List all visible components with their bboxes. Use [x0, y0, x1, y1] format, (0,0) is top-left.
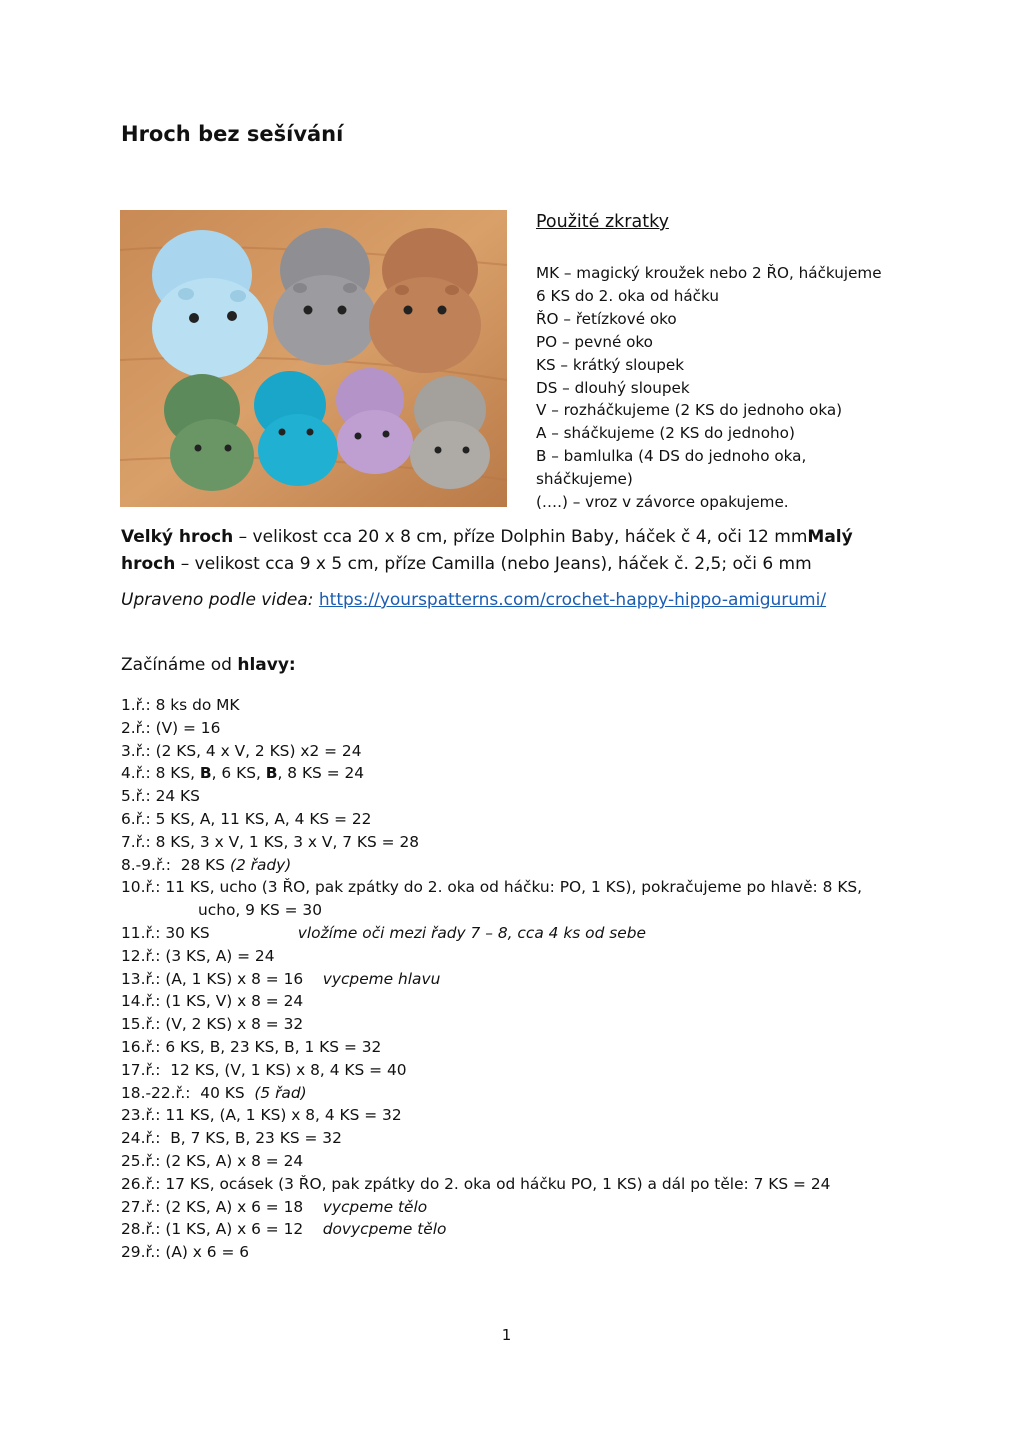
pattern-row — [121, 1196, 881, 1219]
pattern-row — [121, 1218, 881, 1241]
pattern-row: 12.ř.: (3 KS, A) = 24 — [121, 946, 275, 965]
row-text: 11.ř.: 30 KS — [121, 923, 298, 942]
size-info — [121, 524, 891, 578]
source-link[interactable]: https://yourspatterns.com/crochet-happy-hippo-amigurumi/ — [318, 590, 827, 610]
start-bold: hlavy: — [237, 655, 296, 675]
hippo-grey — [273, 228, 377, 365]
pattern-row: 6.ř.: 5 KS, A, 11 KS, A, 4 KS = 22 — [121, 809, 372, 828]
section-start-head — [121, 655, 296, 675]
pattern-row: 5.ř.: 24 KS — [121, 787, 200, 806]
abbreviations-list — [536, 262, 896, 514]
row-text: , 6 KS, — [211, 764, 266, 783]
hippos-photo — [120, 210, 507, 507]
row-note: vložíme oči mezi řady 7 – 8, cca 4 ks od sebe — [297, 923, 646, 942]
row-text: 13.ř.: (A, 1 KS) x 8 = 16 — [121, 969, 323, 988]
pattern-row — [121, 762, 881, 785]
pattern-row: 16.ř.: 6 KS, B, 23 KS, B, 1 KS = 32 — [121, 1037, 382, 1056]
row-text: 28.ř.: (1 KS, A) x 6 = 12 — [121, 1220, 323, 1239]
pattern-row: 2.ř.: (V) = 16 — [121, 718, 221, 737]
page-number: 1 — [501, 1326, 512, 1344]
big-hippo-text: – velikost cca 20 x 8 cm, příze Dolphin Baby, háček č 4, oči 12 mm — [233, 527, 808, 547]
row-text: 4.ř.: 8 KS, — [121, 764, 200, 783]
abbreviation-item: DS – dlouhý sloupek — [536, 378, 690, 397]
pattern-row: 10.ř.: 11 KS, ucho (3 ŘO, pak zpátky do 2. oka od háčku: PO, 1 KS), pokračujeme po hlavě: 8 KS, ucho, 9 KS = 30 — [121, 878, 863, 920]
pattern-row: 1.ř.: 8 ks do MK — [121, 696, 240, 714]
source-label: Upraveno podle videa: — [121, 590, 314, 610]
row-text: , 8 KS = 24 — [277, 764, 365, 783]
row-note: dovycpeme tělo — [322, 1220, 447, 1239]
source-line — [121, 590, 826, 610]
small-hippo-label: Malý hroch — [121, 527, 853, 574]
row-note: vycpeme tělo — [322, 1197, 428, 1216]
page-title: Hroch bez sešívání — [121, 122, 344, 146]
abbreviation-item: ŘO – řetízkové oko — [536, 309, 677, 328]
hippo-grey-small — [410, 376, 490, 489]
pattern-row: 23.ř.: 11 KS, (A, 1 KS) x 8, 4 KS = 32 — [121, 1106, 402, 1125]
pattern-row: 7.ř.: 8 KS, 3 x V, 1 KS, 3 x V, 7 KS = 28 — [121, 832, 420, 851]
pattern-row: 24.ř.: B, 7 KS, B, 23 KS = 32 — [121, 1129, 342, 1148]
start-text: Začínáme od — [121, 655, 238, 675]
row-text: 27.ř.: (2 KS, A) x 6 = 18 — [121, 1197, 323, 1216]
pattern-row — [121, 854, 881, 877]
abbreviation-item: V – rozháčkujeme (2 KS do jednoho oka) — [536, 401, 843, 420]
abbreviation-item: A – sháčkujeme (2 KS do jednoho) — [536, 424, 795, 443]
big-hippo-label: Velký hroch — [121, 527, 234, 547]
pattern-row: 29.ř.: (A) x 6 = 6 — [121, 1243, 250, 1262]
row-text: 8.-9.ř.: 28 KS — [121, 855, 230, 874]
pattern-row: 14.ř.: (1 KS, V) x 8 = 24 — [121, 992, 304, 1011]
row-note: (5 řad) — [254, 1083, 307, 1102]
abbreviation-item: PO – pevné oko — [536, 332, 653, 351]
abbreviation-item: (….) – vroz v závorce opakujeme. — [536, 493, 789, 512]
abbreviation-item: MK – magický kroužek nebo 2 ŘO, háčkujeme 6 KS do 2. oka od háčku — [536, 264, 882, 305]
pattern-row: 3.ř.: (2 KS, 4 x V, 2 KS) x2 = 24 — [121, 741, 362, 760]
pattern-row: 26.ř.: 17 KS, ocásek (3 ŘO, pak zpátky do 2. oka od háčku PO, 1 KS) a dál po těle: 7 KS = 24 — [121, 1174, 831, 1193]
row-bold: B — [265, 764, 278, 783]
row-bold: B — [199, 764, 212, 783]
pattern-row — [121, 1082, 881, 1105]
pattern-rows — [121, 694, 881, 1264]
row-note: vycpeme hlavu — [322, 969, 441, 988]
row-text: 18.-22.ř.: 40 KS — [121, 1083, 255, 1102]
pattern-row: 15.ř.: (V, 2 KS) x 8 = 32 — [121, 1015, 304, 1034]
abbreviations-heading: Použité zkratky — [536, 212, 669, 232]
row-note: (2 řady) — [229, 855, 292, 874]
small-hippo-text: – velikost cca 9 x 5 cm, příze Camilla (nebo Jeans), háček č. 2,5; oči 6 mm — [175, 554, 812, 574]
abbreviation-item: KS – krátký sloupek — [536, 355, 685, 374]
pattern-row — [121, 922, 881, 945]
abbreviation-item: B – bamlulka (4 DS do jednoho oka, sháčkujeme) — [536, 447, 807, 489]
pattern-row — [121, 968, 881, 991]
pattern-row: 25.ř.: (2 KS, A) x 8 = 24 — [121, 1151, 304, 1170]
pattern-row: 17.ř.: 12 KS, (V, 1 KS) x 8, 4 KS = 40 — [121, 1060, 407, 1079]
